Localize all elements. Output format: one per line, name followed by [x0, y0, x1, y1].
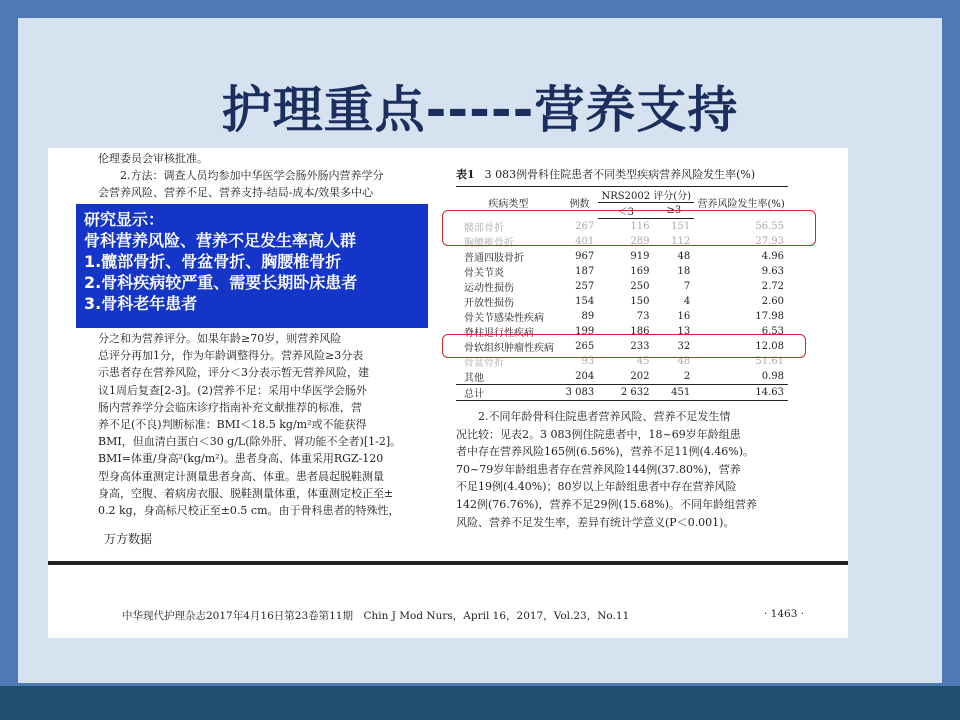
table-cell-lt3: 73	[636, 310, 650, 322]
highlight-box-pelvis	[442, 334, 806, 358]
table-cell-ge3: 16	[677, 310, 691, 322]
table-total-type: 总计	[456, 384, 561, 400]
paper-line: 养不足(不良)判断标准：BMI＜18.5 kg/m²或不能获得	[98, 418, 367, 432]
page-divider	[48, 561, 848, 565]
slide-bottom-band	[0, 686, 960, 720]
table-cell-count: 257	[575, 280, 595, 292]
paper-line: 者中存在营养风险165例(6.56%)，营养不足11例(4.46%)。	[456, 445, 755, 459]
table-cell-type: 骨盆骨折	[464, 357, 504, 369]
table-cell-type: 普通四肢骨折	[464, 252, 524, 264]
paper-line: 70~79岁年龄组患者存在营养风险144例(37.80%)，营养	[456, 462, 741, 476]
paper-line: 会营养风险、营养不足、营养支持-结局-成本/效果多中心	[98, 186, 374, 200]
table-cell-ge3: 112	[671, 235, 691, 247]
col-header-nrs: NRS2002 评分(分)	[598, 187, 694, 203]
table-total-count: 3 083	[561, 384, 599, 400]
table-cell-type: 其他	[464, 372, 484, 384]
table-cell-rate: 17.98	[755, 310, 784, 322]
paper-line: 型身高体重测定计测量患者身高、体重。患者晨起脱鞋测量	[98, 469, 384, 483]
paper-right-text	[456, 408, 792, 531]
paper-line: 0.2 kg，身高标尺校正至±0.5 cm。由于骨科患者的特殊性，	[98, 504, 400, 518]
table-cell-lt3: 919	[630, 250, 650, 262]
table-cell-lt3: 289	[630, 235, 650, 247]
table-cell-lt3: 202	[630, 370, 650, 382]
table-row	[456, 264, 788, 279]
paper-line: 2.方法：调查人员均参加中华医学会肠外肠内营养学分	[120, 169, 384, 183]
paper-line: 示患者存在营养风险，评分＜3分表示暂无营养风险，建	[98, 366, 369, 380]
table-cell-rate: 56.55	[755, 220, 784, 232]
table-cell-lt3: 116	[630, 220, 650, 232]
paper-line: BMI，但血清白蛋白＜30 g/L(除外肝、肾功能不全者)[1-2]。	[98, 435, 402, 449]
table-row	[456, 309, 788, 324]
paper-line: 2.不同年龄骨科住院患者营养风险、营养不足发生情	[478, 410, 731, 423]
table-cell-lt3: 233	[630, 340, 650, 352]
table-cell-lt3: 45	[636, 355, 650, 367]
paper-line: 伦理委员会审核批准。	[98, 152, 208, 165]
callout-line: 骨科营养风险、营养不足发生率高人群	[84, 231, 357, 250]
paper-left-bottom-text	[98, 330, 434, 519]
table-cell-rate: 4.96	[761, 250, 784, 262]
table-cell-rate: 2.72	[761, 280, 784, 292]
paper-line: 况比较：见表2。3 083例住院患者中，18~69岁年龄组患	[456, 427, 741, 441]
table-cell-rate: 9.63	[761, 265, 784, 277]
table-caption-text: 3 083例骨科住院患者不同类型疾病营养风险发生率(%)	[484, 168, 756, 181]
paper-line: 风险、营养不足发生率，差异有统计学意义(P＜0.001)。	[456, 515, 735, 529]
table-cell-count: 154	[575, 295, 595, 307]
paper-left-top-text	[98, 150, 434, 202]
col-header-type: 疾病类型	[456, 187, 561, 219]
table-cell-ge3: 7	[683, 280, 691, 292]
slide-title: 护理重点-----营养支持	[221, 81, 739, 139]
table-cell-type: 开放性损伤	[464, 297, 514, 309]
callout-line: 1.髋部骨折、骨盆骨折、胸腰椎骨折	[84, 252, 342, 271]
table-total-rate: 14.63	[694, 384, 788, 400]
table-caption	[456, 166, 796, 182]
table-cell-lt3: 250	[630, 280, 650, 292]
highlight-box-hip-spine	[442, 210, 816, 246]
paper-line: BMI=体重/身高²(kg/m²)。患者身高、体重采用RGZ-120	[98, 452, 384, 466]
table-cell-ge3: 151	[671, 220, 691, 232]
table-row	[456, 279, 788, 294]
table-cell-ge3: 13	[677, 325, 691, 337]
table-cell-count: 967	[575, 250, 595, 262]
table-cell-type: 骨关节感染性疾病	[464, 312, 544, 324]
paper-line: 不足19例(4.40%)；80岁以上年龄组患者中存在营养风险	[456, 480, 737, 494]
research-callout	[76, 204, 428, 328]
wanfang-watermark: 万方数据	[104, 532, 153, 546]
table-cell-type: 骨关节炎	[464, 267, 504, 279]
table-cell-rate: 2.60	[761, 295, 784, 307]
col-header-lt3: ＜3	[598, 203, 653, 219]
table-cell-ge3: 48	[677, 355, 691, 367]
table-cell-count: 187	[575, 265, 595, 277]
table-cell-count: 93	[581, 355, 595, 367]
table-cell-rate: 27.93	[755, 235, 784, 247]
table-cell-count: 89	[581, 310, 595, 322]
table-row	[456, 294, 788, 309]
table-cell-rate: 12.08	[755, 340, 784, 352]
table-cell-type: 骨软组织肿瘤性疾病	[464, 342, 554, 354]
table-label: 表1	[456, 168, 475, 181]
paper-line: 142例(76.76%)，营养不足29例(15.68%)。不同年龄组营养	[456, 497, 758, 511]
callout-line: 研究显示：	[84, 210, 165, 229]
table-total-row	[456, 384, 788, 400]
page-number: · 1463 ·	[764, 608, 805, 620]
paper-line: 身高，空腹、着病房衣服、脱鞋测量体重，体重测定校正至±	[98, 486, 394, 500]
table-cell-count: 401	[575, 235, 595, 247]
table-cell-rate: 6.53	[761, 325, 784, 337]
table-cell-ge3: 4	[683, 295, 691, 307]
paper-line: 分之和为营养评分。如果年龄≥70岁，则营养风险	[98, 332, 342, 345]
paper-line: 总评分再加1分，作为年龄调整得分。营养风险≥3分表	[98, 349, 364, 363]
table-cell-count: 265	[575, 340, 595, 352]
col-header-rate: 营养风险发生率(%)	[694, 187, 788, 219]
table-cell-lt3: 150	[630, 295, 650, 307]
table-total-ge3: 451	[653, 384, 694, 400]
table-cell-ge3: 32	[677, 340, 691, 352]
table-cell-lt3: 186	[630, 325, 650, 337]
paper-line: 肠内营养学分会临床诊疗指南补充文献推荐的标准，营	[98, 400, 362, 414]
table-cell-type: 运动性损伤	[464, 282, 514, 294]
table-cell-rate: 51.61	[755, 355, 784, 367]
table-row	[456, 369, 788, 385]
col-header-count: 例数	[561, 187, 599, 219]
col-header-ge3: ≥3	[653, 203, 694, 219]
journal-citation: 中华现代护理杂志2017年4月16日第23卷第11期 Chin J Mod Nurs，April 16，2017，Vol.23，No.11	[122, 610, 630, 622]
callout-line: 3.骨科老年患者	[84, 294, 198, 313]
paper-line: 议1周后复查[2-3]。(2)营养不足：采用中华医学会肠外	[98, 383, 367, 397]
table-cell-type: 髋部骨折	[464, 222, 504, 234]
table-total-lt3: 2 632	[598, 384, 653, 400]
table-cell-count: 199	[575, 325, 595, 337]
table-cell-ge3: 18	[677, 265, 691, 277]
table-cell-lt3: 169	[630, 265, 650, 277]
callout-line: 2.骨科疾病较严重、需要长期卧床患者	[84, 273, 358, 292]
table-cell-rate: 0.98	[761, 370, 784, 382]
table-cell-ge3: 2	[683, 370, 691, 382]
table-cell-type: 胸腰椎骨折	[464, 237, 514, 249]
table-cell-count: 267	[575, 220, 595, 232]
table-row	[456, 249, 788, 264]
table-cell-count: 204	[575, 370, 595, 382]
table-cell-type: 脊柱退行性疾病	[464, 327, 534, 339]
table-cell-ge3: 48	[677, 250, 691, 262]
